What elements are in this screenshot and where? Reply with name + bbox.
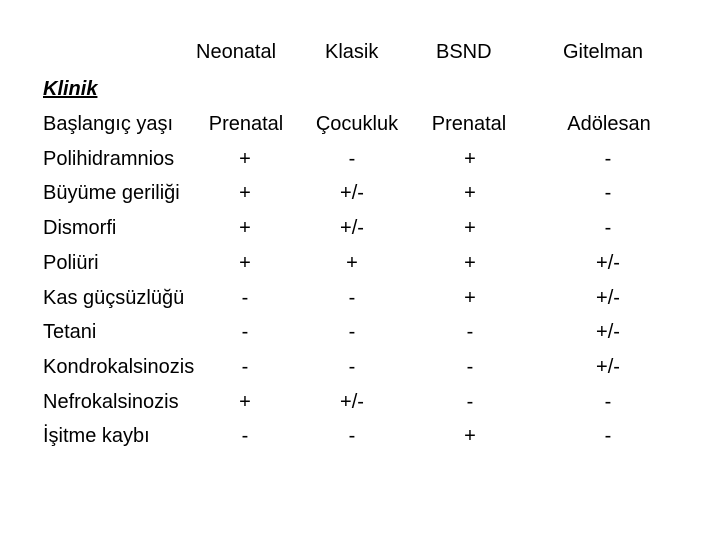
cell-neonatal: - (241, 425, 249, 447)
cell-klasik: +/- (340, 182, 364, 204)
row-label: İşitme kaybı (43, 425, 150, 447)
row-label: Başlangıç yaşı (43, 113, 174, 135)
cell-klasik: - (348, 148, 356, 170)
row-label: Dismorfi (43, 217, 117, 239)
header-gitelman: Gitelman (563, 41, 644, 63)
header-bsnd: BSND (436, 41, 492, 63)
header-neonatal: Neonatal (196, 41, 277, 63)
cell-klasik: +/- (340, 391, 364, 413)
cell-gitelman: +/- (596, 252, 620, 274)
row-label: Kondrokalsinozis (43, 356, 195, 378)
cell-bsnd: + (464, 148, 476, 170)
cell-bsnd: + (464, 287, 476, 309)
cell-bsnd: - (466, 356, 474, 378)
cell-neonatal: + (239, 148, 251, 170)
cell-bsnd: Prenatal (431, 113, 507, 135)
cell-gitelman: +/- (596, 321, 620, 343)
row-label: Poliüri (43, 252, 99, 274)
cell-bsnd: + (464, 217, 476, 239)
cell-klasik: - (348, 356, 356, 378)
row-label: Polihidramnios (43, 148, 175, 170)
cell-neonatal: + (239, 182, 251, 204)
header-klasik: Klasik (325, 41, 379, 63)
cell-klasik: - (348, 425, 356, 447)
row-label: Tetani (43, 321, 97, 343)
cell-neonatal: - (241, 321, 249, 343)
cell-klasik: - (348, 321, 356, 343)
cell-gitelman: - (604, 182, 612, 204)
cell-neonatal: Prenatal (208, 113, 284, 135)
cell-gitelman: Adölesan (567, 113, 651, 135)
row-label: Kas güçsüzlüğü (43, 287, 185, 309)
cell-bsnd: + (464, 182, 476, 204)
cell-bsnd: + (464, 425, 476, 447)
cell-klasik: + (346, 252, 358, 274)
cell-klasik: - (348, 287, 356, 309)
cell-neonatal: + (239, 252, 251, 274)
cell-gitelman: - (604, 217, 612, 239)
cell-neonatal: + (239, 217, 251, 239)
row-label: Nefrokalsinozis (43, 391, 179, 413)
cell-klasik: Çocukluk (315, 113, 399, 135)
cell-klasik: +/- (340, 217, 364, 239)
section-title: Klinik (43, 78, 98, 100)
cell-neonatal: - (241, 356, 249, 378)
cell-gitelman: - (604, 391, 612, 413)
cell-neonatal: - (241, 287, 249, 309)
cell-gitelman: - (604, 148, 612, 170)
cell-gitelman: - (604, 425, 612, 447)
row-label: Büyüme geriliği (43, 182, 180, 204)
cell-gitelman: +/- (596, 356, 620, 378)
cell-neonatal: + (239, 391, 251, 413)
cell-gitelman: +/- (596, 287, 620, 309)
cell-bsnd: + (464, 252, 476, 274)
cell-bsnd: - (466, 391, 474, 413)
cell-bsnd: - (466, 321, 474, 343)
